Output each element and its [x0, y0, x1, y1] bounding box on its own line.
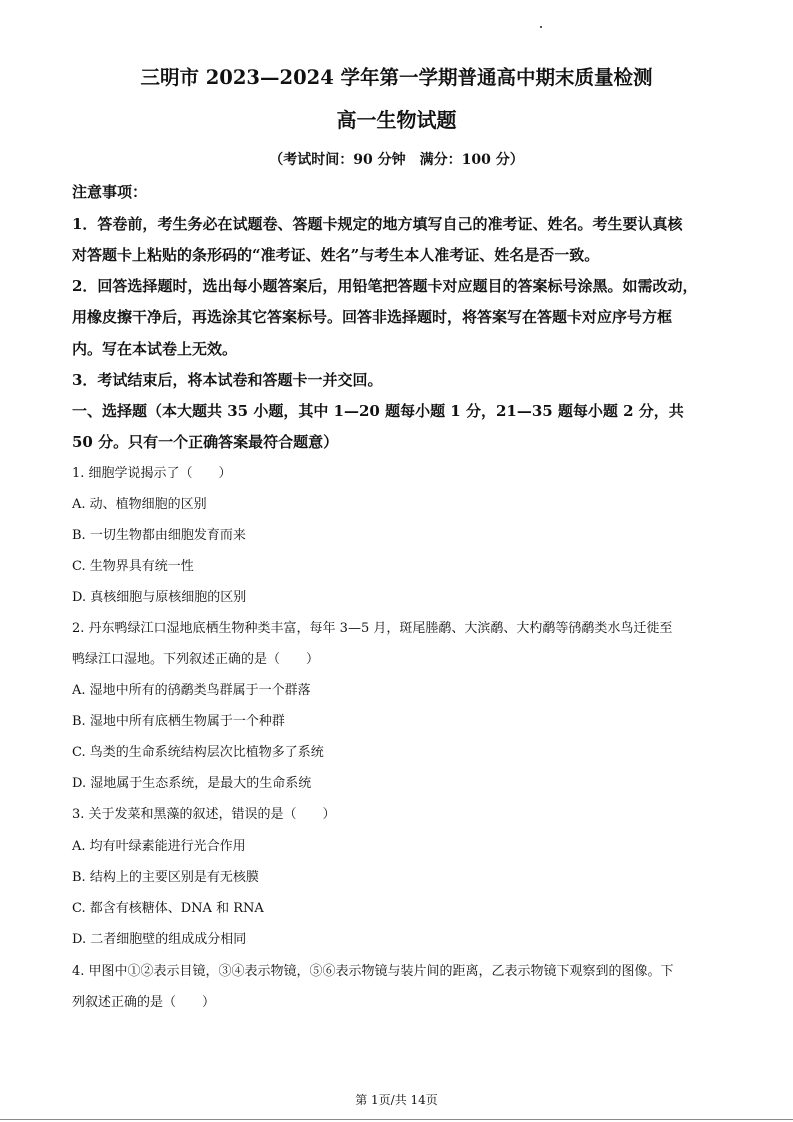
question-option: C. 都含有核糖体、DNA 和 RNA	[72, 901, 264, 916]
question-option: D. 真核细胞与原核细胞的区别	[72, 590, 247, 605]
question-option: D. 二者细胞壁的组成成分相同	[72, 932, 247, 947]
question-stem: 列叙述正确的是（ ）	[72, 995, 216, 1010]
notice-line: 3．考试结束后，将本试卷和答题卡一并交回。	[72, 371, 383, 389]
question-option: D. 湿地属于生态系统，是最大的生命系统	[72, 776, 312, 791]
question-option: C. 生物界具有统一性	[72, 559, 194, 574]
question-option: A. 均有叶绿素能进行光合作用	[72, 839, 246, 854]
bottom-divider	[0, 1119, 793, 1120]
question-option: B. 湿地中所有底栖生物属于一个种群	[72, 714, 285, 729]
exam-subtitle: 高一生物试题	[336, 108, 457, 132]
exam-info: （考试时间：90 分钟 满分：100 分）	[269, 152, 524, 168]
question-option: A. 湿地中所有的鸻鹬类鸟群属于一个群落	[72, 683, 311, 698]
section-heading: 一、选择题（本大题共 35 小题，其中 1—20 题每小题 1 分，21—35 题每小题 2 分，共	[72, 402, 684, 420]
notice-heading: 注意事项：	[72, 183, 148, 201]
notice-line: 对答题卡上粘贴的条形码的“准考证、姓名”与考生本人准考证、姓名是否一致。	[72, 246, 600, 264]
notice-line: 2．回答选择题时，选出每小题答案后，用铅笔把答题卡对应题目的答案标号涂黑。如需改动，	[72, 277, 698, 295]
notice-line: 内。写在本试卷上无效。	[72, 340, 238, 358]
page-mark	[540, 26, 542, 28]
notice-line: 1．答卷前，考生务必在试题卷、答题卡规定的地方填写自己的准考证、姓名。考生要认真核	[72, 215, 683, 233]
question-option: C. 鸟类的生命系统结构层次比植物多了系统	[72, 745, 324, 760]
question-stem: 4. 甲图中①②表示目镜，③④表示物镜，⑤⑥表示物镜与装片间的距离，乙表示物镜下观察到的图像。下	[72, 964, 674, 979]
question-stem: 2. 丹东鸭绿江口湿地底栖生物种类丰富，每年 3—5 月，斑尾塍鹬、大滨鹬、大杓鹬等鸻鹬类水鸟迁徙至	[72, 621, 673, 636]
notice-line: 用橡皮擦干净后，再选涂其它答案标号。回答非选择题时，将答案写在答题卡对应序号方框	[72, 308, 673, 326]
question-stem: 3. 关于发菜和黑藻的叙述，错误的是（ ）	[72, 807, 336, 822]
exam-title: 三明市 2023—2024 学年第一学期普通高中期末质量检测	[140, 66, 653, 89]
question-stem: 1. 细胞学说揭示了（ ）	[72, 466, 232, 481]
question-option: B. 结构上的主要区别是有无核膜	[72, 870, 259, 885]
question-option: B. 一切生物都由细胞发育而来	[72, 528, 246, 543]
question-stem: 鸭绿江口湿地。下列叙述正确的是（ ）	[72, 652, 320, 667]
section-heading: 50 分。只有一个正确答案最符合题意）	[72, 433, 339, 451]
question-option: A. 动、植物细胞的区别	[72, 497, 207, 512]
page-number: 第 1页/共 14页	[355, 1093, 438, 1107]
